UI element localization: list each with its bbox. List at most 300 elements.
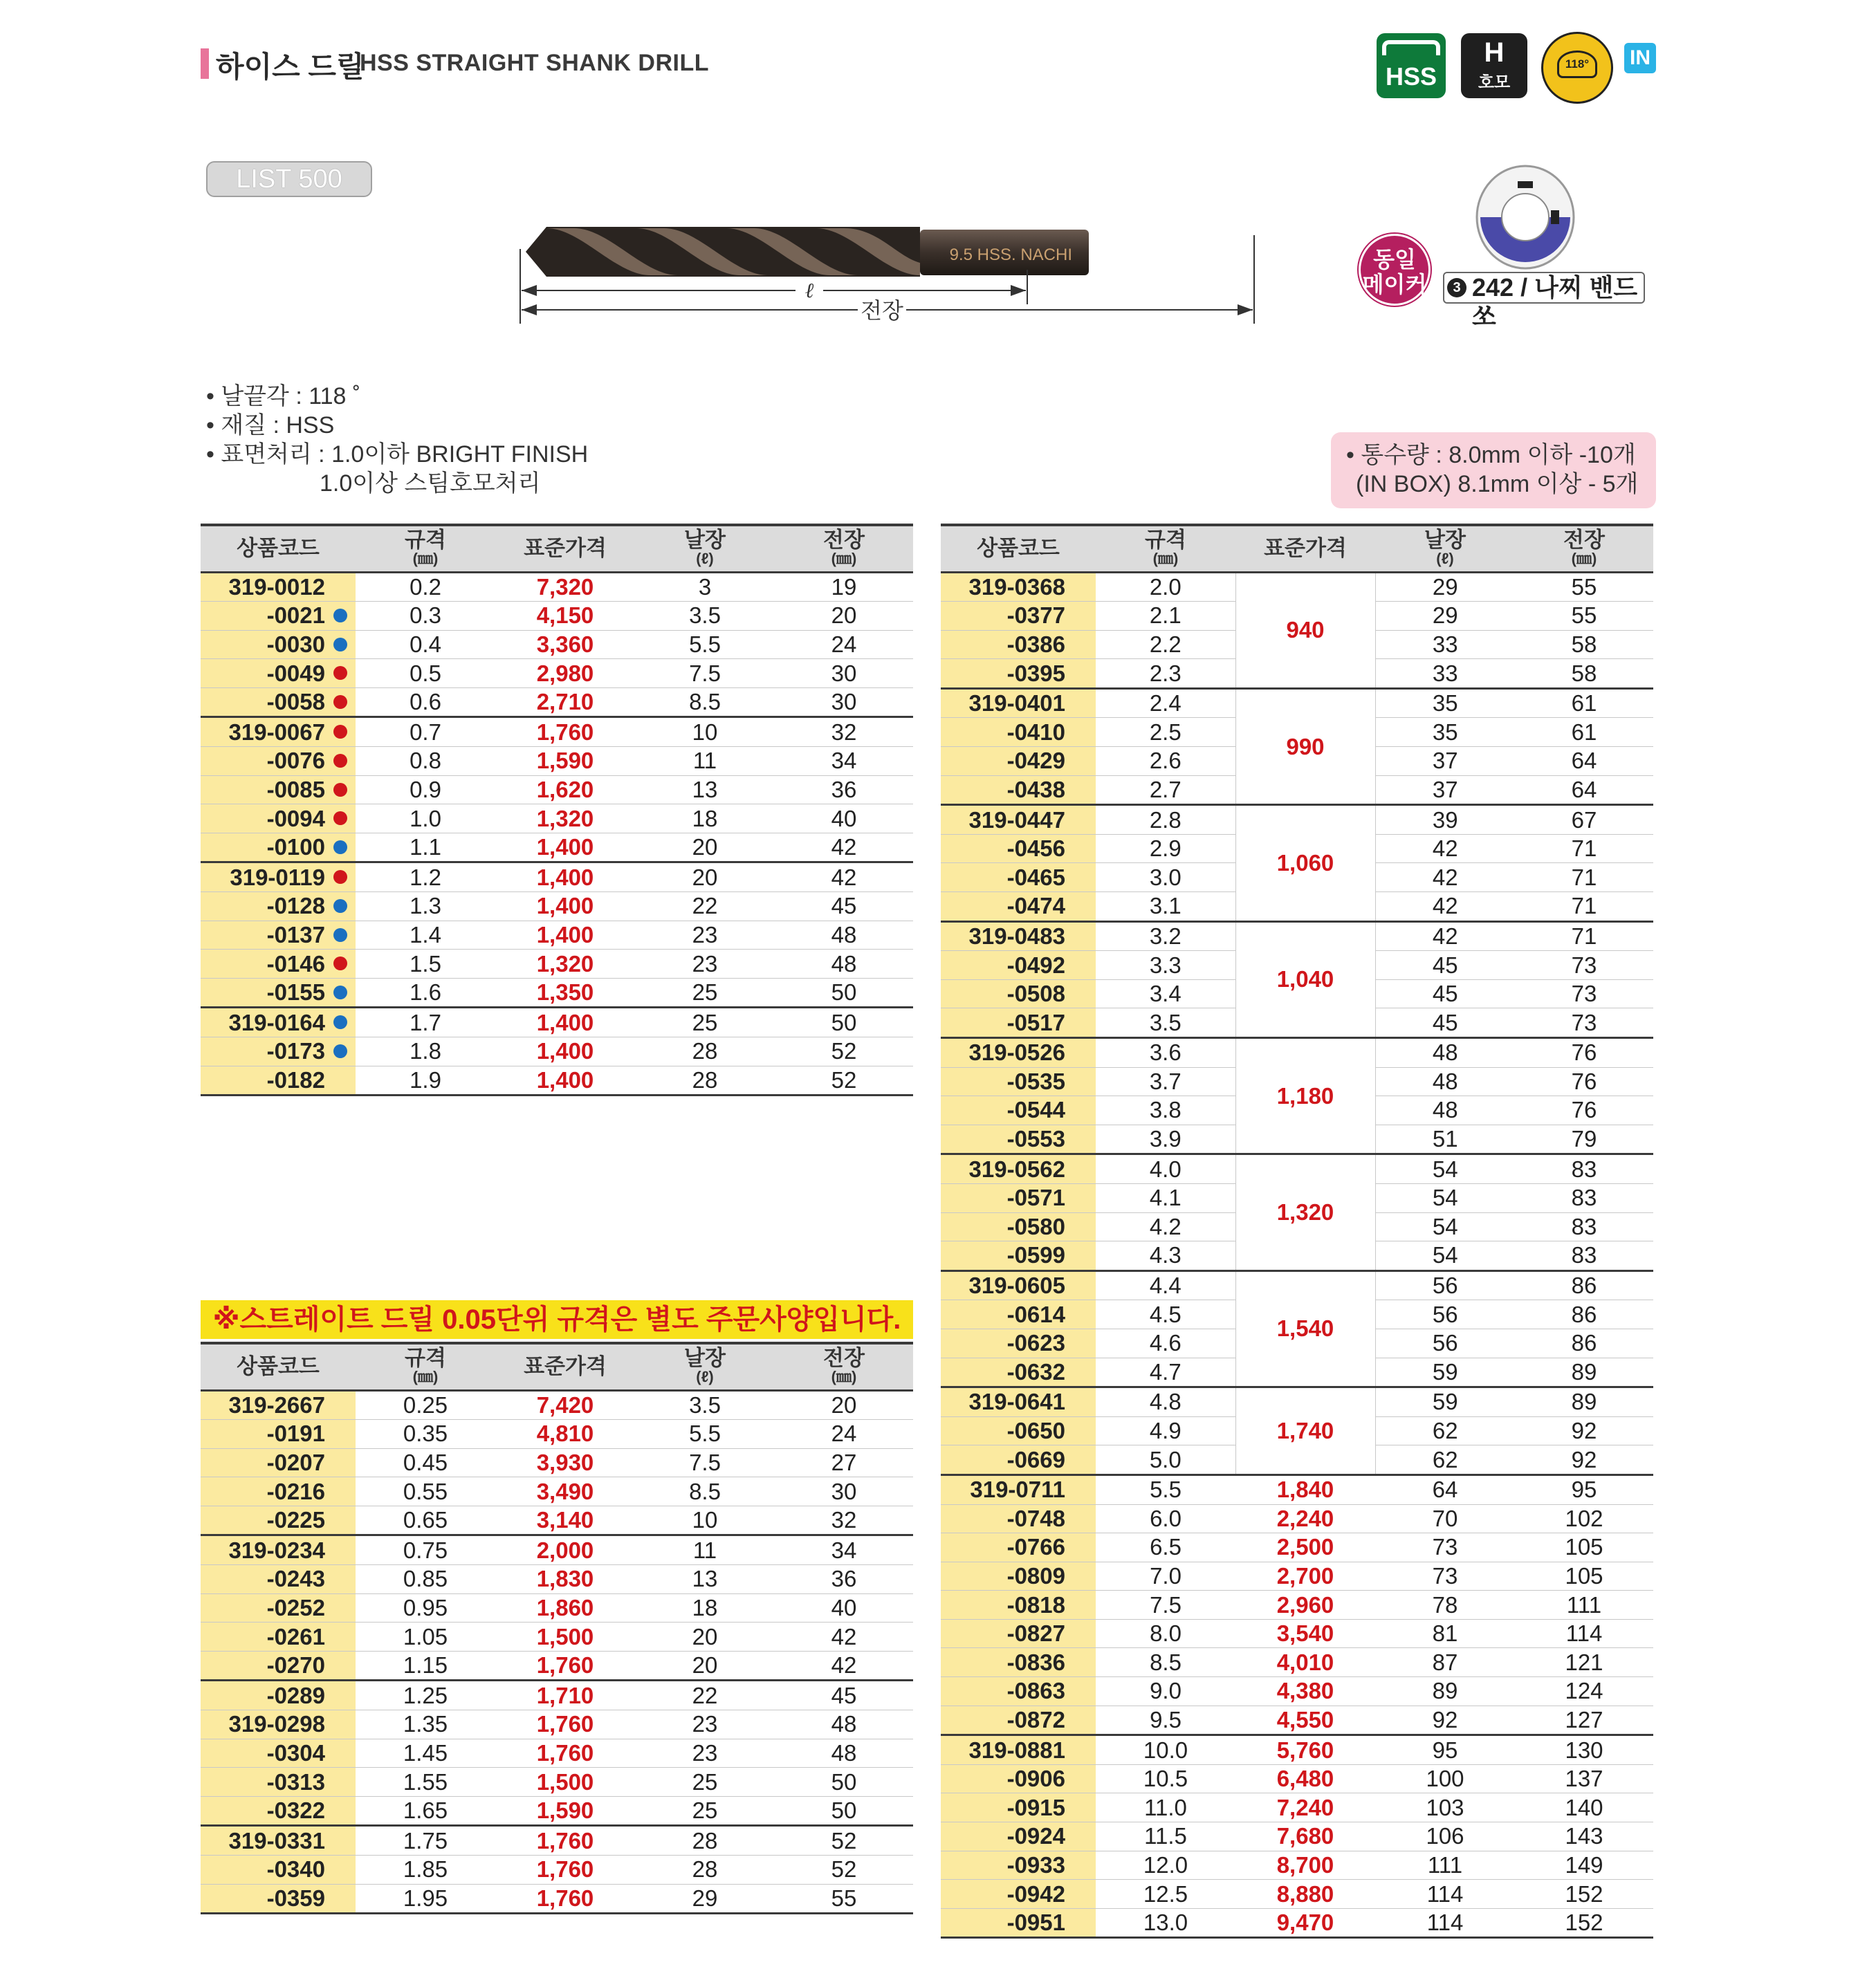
product-code: -0076 [201,747,356,776]
size-value: 7.0 [1096,1562,1235,1591]
size-value: 10.5 [1096,1764,1235,1793]
flute-length-value: 3 [635,572,775,602]
table-row [201,1477,913,1506]
flute-length-value: 29 [1375,602,1515,631]
blue-dot-icon [333,840,347,854]
size-value: 1.7 [356,1008,495,1037]
flute-length-value: 20 [635,862,775,892]
table-row [941,1822,1653,1851]
flute-length-value: 59 [1375,1387,1515,1417]
table-row [941,1880,1653,1909]
total-length-value: 71 [1515,863,1653,892]
price-value: 5,760 [1235,1735,1375,1765]
flute-length-value: 48 [1375,1038,1515,1068]
flute-length-value: 45 [1375,979,1515,1008]
product-code: -0456 [941,834,1096,863]
flute-length-value: 95 [1375,1735,1515,1765]
flute-length-value: 42 [1375,863,1515,892]
table-row [201,1651,913,1681]
total-length-value: 61 [1515,688,1653,718]
size-value: 0.95 [356,1593,495,1623]
table-row [201,978,913,1008]
product-code: 319-0164 [201,1008,356,1037]
total-length-value: 86 [1515,1300,1653,1329]
size-value: 0.65 [356,1506,495,1535]
price-value: 2,700 [1235,1562,1375,1591]
size-value: 4.2 [1096,1212,1235,1241]
size-value: 1.75 [356,1826,495,1856]
flute-length-value: 23 [635,1710,775,1739]
total-length-value: 40 [775,804,913,833]
table-row [941,1648,1653,1677]
group-price-value: 1,740 [1235,1387,1375,1475]
size-value: 3.9 [1096,1125,1235,1154]
table-row [201,1037,913,1066]
flute-length-value: 11 [635,1535,775,1565]
product-code: 319-0711 [941,1475,1096,1504]
size-value: 1.5 [356,950,495,979]
flute-length-value: 28 [635,1856,775,1885]
price-value: 3,540 [1235,1619,1375,1648]
size-value: 0.85 [356,1565,495,1594]
blue-dot-icon [333,638,347,651]
size-value: 5.5 [1096,1475,1235,1504]
size-value: 4.4 [1096,1270,1235,1300]
flute-length-symbol: ℓ [804,279,814,303]
product-code: -0322 [201,1796,356,1826]
flute-length-value: 111 [1375,1851,1515,1880]
size-value: 1.3 [356,892,495,921]
group-price-value: 990 [1235,688,1375,804]
price-value: 9,470 [1235,1908,1375,1938]
size-value: 1.65 [356,1796,495,1826]
price-value: 1,860 [495,1593,635,1623]
product-code: -0517 [941,1008,1096,1038]
product-code: -0650 [941,1416,1096,1445]
total-length-value: 86 [1515,1270,1653,1300]
flute-length-value: 62 [1375,1416,1515,1445]
blue-dot-icon [333,609,347,622]
total-length-value: 50 [775,1008,913,1037]
product-code: -0544 [941,1096,1096,1125]
total-length-value: 137 [1515,1764,1653,1793]
size-value: 1.05 [356,1623,495,1652]
blue-dot-icon [333,986,347,999]
table-row [201,804,913,833]
size-value: 4.0 [1096,1154,1235,1184]
total-length-value: 52 [775,1826,913,1856]
size-value: 0.3 [356,602,495,631]
table-row [941,1154,1653,1184]
product-code: -0951 [941,1908,1096,1938]
total-length-value: 36 [775,775,913,804]
blue-dot-icon [333,1044,347,1058]
table-row [941,1908,1653,1938]
product-code: -0359 [201,1884,356,1914]
table-row [201,1768,913,1797]
price-value: 1,320 [495,804,635,833]
total-length-value: 127 [1515,1706,1653,1735]
flute-length-value: 103 [1375,1793,1515,1822]
flute-length-value: 39 [1375,805,1515,835]
total-length-value: 83 [1515,1212,1653,1241]
flute-length-value: 54 [1375,1212,1515,1241]
product-code: -0571 [941,1183,1096,1212]
table-row [201,862,913,892]
table-row [941,1764,1653,1793]
table-row [201,1856,913,1885]
flute-length-value: 35 [1375,718,1515,747]
table-row [201,1623,913,1652]
product-code: 319-0012 [201,572,356,602]
product-code: -0100 [201,833,356,862]
table-row [201,659,913,688]
table-row [201,1535,913,1565]
flute-length-value: 5.5 [635,630,775,659]
price-value: 1,760 [495,717,635,747]
total-length-value: 76 [1515,1067,1653,1096]
table-row [941,1706,1653,1735]
size-value: 0.45 [356,1448,495,1477]
total-length-value: 30 [775,1477,913,1506]
flute-length-value: 28 [635,1066,775,1096]
flute-length-value: 42 [1375,892,1515,922]
size-value: 1.25 [356,1681,495,1710]
table-row [201,747,913,776]
total-length-value: 73 [1515,951,1653,980]
total-length-value: 20 [775,1390,913,1420]
product-code: 319-0641 [941,1387,1096,1417]
table-row [201,1506,913,1535]
size-value: 0.55 [356,1477,495,1506]
total-length-value: 55 [775,1884,913,1914]
drill-marking: 9.5 HSS. NACHI [949,246,1072,264]
total-length-value: 55 [1515,602,1653,631]
total-length-value: 34 [775,1535,913,1565]
size-value: 1.55 [356,1768,495,1797]
product-code: -0623 [941,1329,1096,1358]
spec-surface-treatment: • 표면처리 : 1.0이하 BRIGHT FINISH [206,441,589,468]
red-dot-icon [333,783,347,797]
price-value: 2,500 [1235,1533,1375,1562]
size-value: 4.6 [1096,1329,1235,1358]
flute-length-value: 35 [1375,688,1515,718]
table-row [201,1681,913,1710]
red-dot-icon [333,725,347,739]
flute-length-value: 23 [635,1739,775,1768]
flute-length-value: 64 [1375,1475,1515,1504]
flute-length-value: 54 [1375,1154,1515,1184]
red-dot-icon [333,666,347,680]
table-row [941,1562,1653,1591]
price-value: 3,930 [495,1448,635,1477]
col-price-header: 표준가격 [495,525,635,572]
table-row [201,1066,913,1096]
size-value: 1.35 [356,1710,495,1739]
size-value: 2.4 [1096,688,1235,718]
table-row [201,572,913,602]
product-code: -0438 [941,775,1096,805]
size-value: 4.3 [1096,1241,1235,1271]
price-value: 1,760 [495,1651,635,1681]
same-maker-line2: 메이커 [1362,272,1427,297]
flute-length-value: 18 [635,1593,775,1623]
product-code: -0182 [201,1066,356,1096]
size-value: 2.0 [1096,572,1235,602]
size-value: 0.25 [356,1390,495,1420]
total-length-value: 42 [775,862,913,892]
size-value: 4.5 [1096,1300,1235,1329]
price-value: 3,140 [495,1506,635,1535]
total-length-value: 124 [1515,1677,1653,1706]
size-value: 0.7 [356,717,495,747]
product-code: -0942 [941,1880,1096,1909]
flute-length-value: 45 [1375,1008,1515,1038]
product-code: -0906 [941,1764,1096,1793]
page-title-korean: 하이스 드릴 [216,50,365,83]
size-value: 6.5 [1096,1533,1235,1562]
col-total-header: 전장 (㎜) [775,1343,913,1390]
product-code: -0766 [941,1533,1096,1562]
flute-length-value: 73 [1375,1562,1515,1591]
product-code: -0304 [201,1739,356,1768]
price-value: 1,840 [1235,1475,1375,1504]
product-code: -0508 [941,979,1096,1008]
product-code: -0429 [941,747,1096,776]
flute-length-value: 37 [1375,747,1515,776]
col-size-header: 규격 (㎜) [356,525,495,572]
flute-length-value: 59 [1375,1358,1515,1387]
flute-length-value: 28 [635,1037,775,1066]
col-code-header: 상품코드 [201,1343,356,1390]
price-value: 1,400 [495,1008,635,1037]
product-code: -0809 [941,1562,1096,1591]
flute-length-value: 37 [1375,775,1515,805]
flute-length-value: 62 [1375,1445,1515,1475]
total-length-value: 140 [1515,1793,1653,1822]
flute-length-value: 29 [1375,572,1515,602]
flute-length-value: 13 [635,775,775,804]
product-code: -0030 [201,630,356,659]
total-length-value: 152 [1515,1908,1653,1938]
product-code: -0748 [941,1504,1096,1533]
flute-length-value: 20 [635,833,775,862]
product-code: -0252 [201,1593,356,1623]
total-length-value: 114 [1515,1619,1653,1648]
table-row [201,1420,913,1449]
table-row [201,1739,913,1768]
product-code: -0207 [201,1448,356,1477]
table-row [941,1677,1653,1706]
size-value: 1.45 [356,1739,495,1768]
size-value: 10.0 [1096,1735,1235,1765]
product-code: -0395 [941,659,1096,689]
product-code: -0094 [201,804,356,833]
spec-point-angle: • 날끝각 : 118 ˚ [206,383,361,409]
total-length-value: 105 [1515,1562,1653,1591]
table-row [201,1884,913,1914]
flute-length-value: 54 [1375,1183,1515,1212]
flute-length-value: 13 [635,1565,775,1594]
size-value: 0.2 [356,572,495,602]
blue-dot-icon [333,899,347,913]
size-value: 3.8 [1096,1096,1235,1125]
total-length-value: 102 [1515,1504,1653,1533]
col-total-header: 전장 (㎜) [1515,525,1653,572]
size-value: 4.8 [1096,1387,1235,1417]
price-value: 1,590 [495,1796,635,1826]
table-row [201,950,913,979]
price-value: 1,400 [495,921,635,950]
price-value: 1,710 [495,1681,635,1710]
price-value: 4,010 [1235,1648,1375,1677]
total-length-value: 20 [775,602,913,631]
total-length-value: 71 [1515,921,1653,951]
total-length-value: 48 [775,921,913,950]
product-code: -0058 [201,687,356,717]
total-length-value: 73 [1515,979,1653,1008]
product-code: -0863 [941,1677,1096,1706]
spec-material: • 재질 : HSS [206,412,335,438]
size-value: 1.4 [356,921,495,950]
price-value: 4,150 [495,602,635,631]
product-code: -0632 [941,1358,1096,1387]
size-value: 3.7 [1096,1067,1235,1096]
table-row [941,572,1653,602]
drill-illustration [519,207,1266,332]
product-code: -0614 [941,1300,1096,1329]
size-value: 2.3 [1096,659,1235,689]
size-value: 2.9 [1096,834,1235,863]
total-length-value: 64 [1515,747,1653,776]
product-code: -0049 [201,659,356,688]
group-price-value: 1,040 [1235,921,1375,1037]
flute-length-value: 28 [635,1826,775,1856]
flute-length-value: 20 [635,1651,775,1681]
price-value: 1,760 [495,1710,635,1739]
price-value: 1,620 [495,775,635,804]
product-code: -0085 [201,775,356,804]
same-maker-line1: 동일 [1373,247,1416,272]
flute-length-value: 22 [635,1681,775,1710]
size-value: 3.1 [1096,892,1235,922]
product-code: -0933 [941,1851,1096,1880]
product-code: -0599 [941,1241,1096,1271]
product-code: 319-0881 [941,1735,1096,1765]
flute-length-value: 56 [1375,1329,1515,1358]
total-length-value: 45 [775,1681,913,1710]
product-code: 319-0605 [941,1270,1096,1300]
size-value: 1.9 [356,1066,495,1096]
total-length-value: 92 [1515,1416,1653,1445]
product-code: -0386 [941,630,1096,659]
size-value: 0.35 [356,1420,495,1449]
product-code: 319-0298 [201,1710,356,1739]
size-value: 8.5 [1096,1648,1235,1677]
price-value: 1,760 [495,1856,635,1885]
group-price-value: 1,540 [1235,1270,1375,1387]
page-title-english: HSS STRAIGHT SHANK DRILL [360,50,709,76]
price-value: 1,320 [495,950,635,979]
product-code: -0410 [941,718,1096,747]
total-length-value: 24 [775,1420,913,1449]
table-row [941,1533,1653,1562]
flute-length-value: 20 [635,1623,775,1652]
flute-length-value: 18 [635,804,775,833]
nachi-bandsaw-product-image [1473,162,1577,272]
total-length-value: 52 [775,1037,913,1066]
price-value: 1,400 [495,833,635,862]
flute-length-value: 106 [1375,1822,1515,1851]
homo-treatment-icon [1461,33,1527,98]
size-value: 1.2 [356,862,495,892]
size-value: 3.5 [1096,1008,1235,1038]
notice-banner: ※스트레이트 드릴 0.05단위 규격은 별도 주문사양입니다. [201,1300,913,1339]
related-product-number: 3 [1447,278,1466,297]
red-dot-icon [333,811,347,825]
group-price-value: 940 [1235,572,1375,688]
size-value: 0.4 [356,630,495,659]
size-value: 0.8 [356,747,495,776]
flute-length-value: 25 [635,978,775,1008]
flute-length-value: 70 [1375,1504,1515,1533]
product-code: 319-0234 [201,1535,356,1565]
total-length-value: 79 [1515,1125,1653,1154]
price-value: 2,710 [495,687,635,717]
flute-length-value: 81 [1375,1619,1515,1648]
product-code: 319-0067 [201,717,356,747]
flute-length-value: 8.5 [635,1477,775,1506]
table-row [941,1735,1653,1765]
product-code: -0173 [201,1037,356,1066]
table-row [201,687,913,717]
table-row [941,1591,1653,1620]
overall-arrow-right [1238,304,1253,315]
total-length-value: 71 [1515,892,1653,922]
table-row [941,1475,1653,1504]
total-length-value: 76 [1515,1096,1653,1125]
total-length-value: 83 [1515,1183,1653,1212]
product-code: 319-0447 [941,805,1096,835]
total-length-value: 27 [775,1448,913,1477]
col-flute-header: 날장 (ℓ) [635,1343,775,1390]
product-code: -0465 [941,863,1096,892]
price-value: 2,960 [1235,1591,1375,1620]
product-code: 319-0562 [941,1154,1096,1184]
total-length-value: 67 [1515,805,1653,835]
flute-arrow-right [1011,285,1026,296]
blue-dot-icon [333,1015,347,1029]
total-length-value: 83 [1515,1241,1653,1271]
product-code: -0225 [201,1506,356,1535]
total-length-value: 52 [775,1856,913,1885]
total-length-value: 30 [775,687,913,717]
hss-badge-label: HSS [1385,62,1437,91]
total-length-value: 76 [1515,1038,1653,1068]
product-code: -0021 [201,602,356,631]
size-value: 1.8 [356,1037,495,1066]
total-length-value: 50 [775,978,913,1008]
total-length-value: 143 [1515,1822,1653,1851]
size-value: 3.3 [1096,951,1235,980]
total-length-value: 58 [1515,630,1653,659]
flute-length-value: 10 [635,1506,775,1535]
table-row [201,1710,913,1739]
total-length-value: 48 [775,1739,913,1768]
total-length-value: 83 [1515,1154,1653,1184]
total-length-value: 42 [775,833,913,862]
red-dot-icon [333,754,347,768]
